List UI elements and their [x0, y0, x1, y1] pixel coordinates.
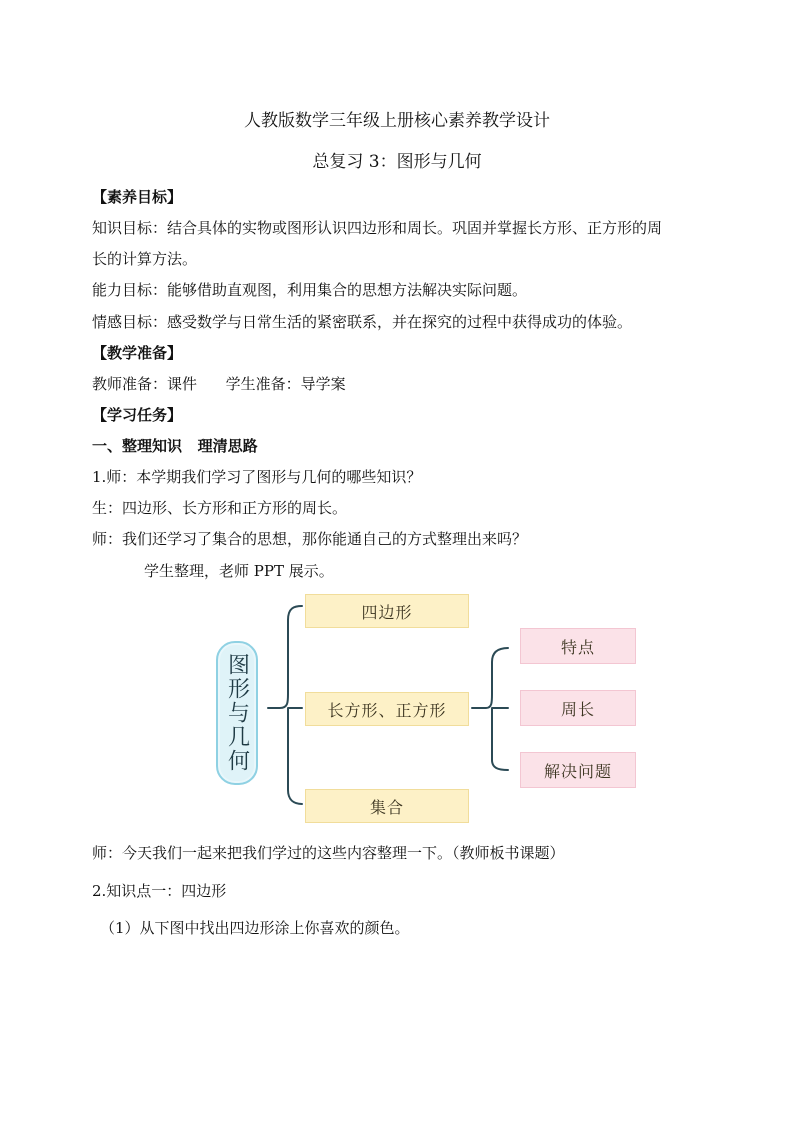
teacher-note: 学生整理，老师 PPT 展示。 — [144, 562, 334, 580]
question-2: 师：我们还学习了集合的思想，那你能通自己的方式整理出来吗？ — [92, 530, 528, 548]
question-1: 1.师：本学期我们学习了图形与几何的哪些知识？ — [92, 468, 422, 486]
tasks-heading: 【学习任务】 — [92, 406, 183, 424]
mindmap-center: 图形与几何 — [216, 641, 258, 785]
mindmap-branch-set: 集合 — [305, 789, 469, 823]
mindmap-branch-quadrilateral: 四边形 — [305, 594, 469, 628]
goal-knowledge-line-1: 知识目标：结合具体的实物或图形认识四边形和周长。巩固并掌握长方形、正方形的周 — [92, 219, 663, 237]
part1-heading: 一、整理知识 理清思路 — [92, 437, 258, 455]
goal-emotion: 情感目标：感受数学与日常生活的紧密联系，并在探究的过程中获得成功的体验。 — [92, 313, 633, 331]
knowledge-point-1-task: （1）从下图中找出四边形涂上你喜欢的颜色。 — [100, 919, 410, 937]
mindmap-leaf-perimeter: 周长 — [520, 690, 636, 726]
prep-line: 教师准备：课件 学生准备：导学案 — [92, 375, 346, 393]
goal-knowledge-line-2: 长的计算方法。 — [92, 250, 198, 268]
mindmap-branch-rectangle-square: 长方形、正方形 — [305, 692, 469, 726]
prep-heading: 【教学准备】 — [92, 344, 183, 362]
goals-heading: 【素养目标】 — [92, 188, 183, 206]
knowledge-point-1: 2.知识点一：四边形 — [92, 882, 227, 900]
document-title: 人教版数学三年级上册核心素养教学设计 — [244, 111, 550, 131]
mind-map — [210, 590, 650, 825]
mindmap-leaf-features: 特点 — [520, 628, 636, 664]
lesson-title: 总复习 3：图形与几何 — [312, 152, 482, 172]
mindmap-leaf-problem-solving: 解决问题 — [520, 752, 636, 788]
teacher-summary: 师：今天我们一起来把我们学过的这些内容整理一下。（教师板书课题） — [92, 844, 565, 862]
goal-ability: 能力目标：能够借助直观图，利用集合的思想方法解决实际问题。 — [92, 281, 528, 299]
answer-1: 生：四边形、长方形和正方形的周长。 — [92, 499, 348, 517]
